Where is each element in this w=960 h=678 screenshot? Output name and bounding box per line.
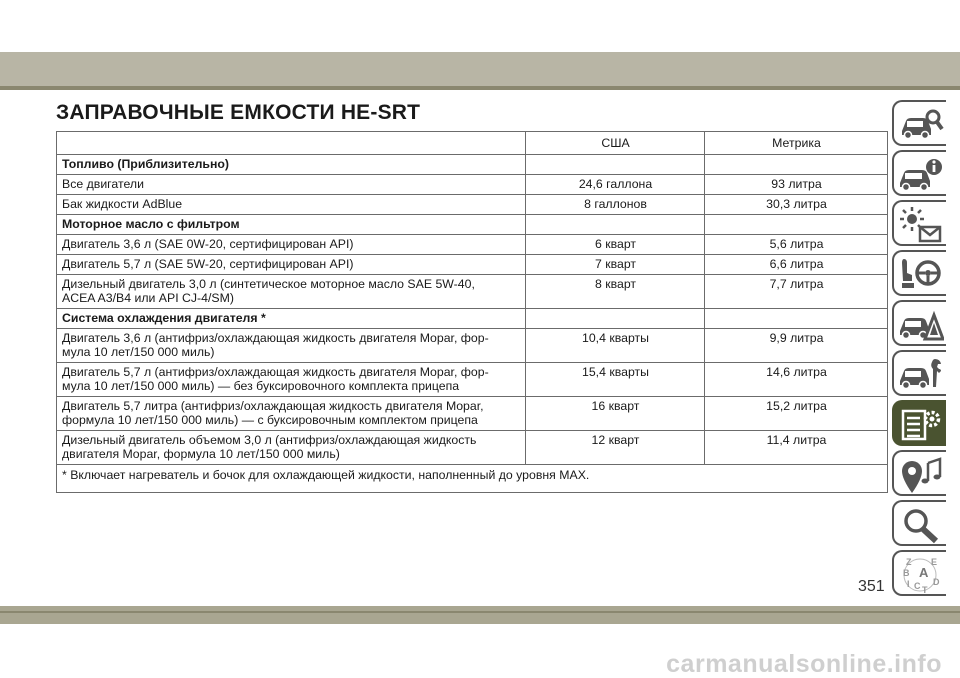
row-label: Моторное масло с фильтром <box>57 215 526 235</box>
table-row <box>57 175 888 195</box>
tab-safety[interactable] <box>892 250 946 296</box>
row-label: Все двигатели <box>57 175 526 195</box>
search-magnifier-icon <box>898 505 944 545</box>
row-metric-value: 93 литра <box>705 175 888 195</box>
warning-light-message-icon <box>898 205 944 245</box>
table-section-row <box>57 309 888 329</box>
header-cell-usa: США <box>526 132 705 155</box>
row-usa-value: 16 кварт <box>526 397 705 431</box>
row-metric-value <box>705 215 888 235</box>
row-label: Двигатель 3,6 л (SAE 0W-20, сертифицирован API) <box>57 235 526 255</box>
seat-airbag-steering-icon <box>898 255 944 295</box>
row-label: Бак жидкости AdBlue <box>57 195 526 215</box>
tab-technical-specifications[interactable] <box>892 400 946 446</box>
table-section-row <box>57 215 888 235</box>
svg-text:B: B <box>903 568 910 578</box>
bottom-band-divider <box>0 611 960 613</box>
row-usa-value: 8 кварт <box>526 275 705 309</box>
header-cell-metric: Метрика <box>705 132 888 155</box>
tab-multimedia[interactable] <box>892 450 946 496</box>
row-usa-value: 24,6 галлона <box>526 175 705 195</box>
row-usa-value: 6 кварт <box>526 235 705 255</box>
row-label: Дизельный двигатель объемом 3,0 л (антифриз/охлаждающая жидкость двигателя Mopar, формула 10 лет/150 000 миль) <box>57 431 526 465</box>
table-row <box>57 195 888 215</box>
table-section-row <box>57 155 888 175</box>
row-usa-value: 15,4 кварты <box>526 363 705 397</box>
row-label: Двигатель 3,6 л (антифриз/охлаждающая жидкость двигателя Mopar, фор- мула 10 лет/150 000 миль) <box>57 329 526 363</box>
table-row <box>57 329 888 363</box>
multimedia-music-icon <box>898 455 944 495</box>
page-title: ЗАПРАВОЧНЫЕ ЕМКОСТИ HE-SRT <box>56 101 421 124</box>
table-row <box>57 363 888 397</box>
top-band-divider <box>0 86 960 90</box>
row-usa-value: 7 кварт <box>526 255 705 275</box>
svg-text:T: T <box>922 585 928 595</box>
car-info-icon <box>898 155 944 195</box>
car-warning-triangle-icon <box>898 305 944 345</box>
top-decorative-band <box>0 52 960 86</box>
specifications-gear-icon <box>898 405 944 445</box>
table-row <box>57 397 888 431</box>
tab-vehicle-features[interactable] <box>892 150 946 196</box>
table-header-row <box>57 132 888 155</box>
svg-text:E: E <box>931 557 938 567</box>
row-metric-value: 11,4 литра <box>705 431 888 465</box>
row-usa-value <box>526 309 705 329</box>
svg-text:C: C <box>914 581 921 591</box>
tab-getting-to-know-vehicle[interactable] <box>892 100 946 146</box>
row-metric-value <box>705 309 888 329</box>
svg-text:D: D <box>933 577 940 587</box>
row-metric-value: 9,9 литра <box>705 329 888 363</box>
car-magnifier-icon <box>898 105 944 145</box>
row-usa-value: 12 кварт <box>526 431 705 465</box>
row-label: Двигатель 5,7 л (SAE 5W-20, сертифицирован API) <box>57 255 526 275</box>
table-footnote: * Включает нагреватель и бочок для охлаждающей жидкости, наполненный до уровня MAX. <box>57 465 888 493</box>
row-metric-value: 5,6 литра <box>705 235 888 255</box>
row-metric-value: 30,3 литра <box>705 195 888 215</box>
row-metric-value: 6,6 литра <box>705 255 888 275</box>
row-metric-value <box>705 155 888 175</box>
table-row <box>57 235 888 255</box>
tab-index[interactable] <box>892 550 946 596</box>
table-footnote-row <box>57 465 888 493</box>
row-metric-value: 14,6 литра <box>705 363 888 397</box>
tab-in-case-of-emergency[interactable] <box>892 350 946 396</box>
table-row <box>57 431 888 465</box>
row-label: Двигатель 5,7 л (антифриз/охлаждающая жидкость двигателя Mopar, фор- мула 10 лет/150 000 миль) — без буксировочного комплекта прицепа <box>57 363 526 397</box>
car-wrench-icon <box>898 355 944 395</box>
row-usa-value <box>526 215 705 235</box>
row-usa-value: 10,4 кварты <box>526 329 705 363</box>
row-label: Дизельный двигатель 3,0 л (синтетическое моторное масло SAE 5W-40, ACEA A3/B4 или API CJ-4/SM) <box>57 275 526 309</box>
tab-customer-assistance[interactable] <box>892 500 946 546</box>
row-usa-value <box>526 155 705 175</box>
row-metric-value: 15,2 литра <box>705 397 888 431</box>
row-label: Двигатель 5,7 литра (антифриз/охлаждающая жидкость двигателя Mopar, формула 10 лет/150 000 миль) — с буксировочным комплектом прицепа <box>57 397 526 431</box>
row-label: Система охлаждения двигателя * <box>57 309 526 329</box>
capacities-table <box>56 131 888 493</box>
alphabetical-index-icon <box>898 555 944 595</box>
watermark: carmanualsonline.info <box>666 650 942 678</box>
bottom-decorative-band <box>0 606 960 624</box>
svg-text:I: I <box>907 579 910 589</box>
row-usa-value: 8 галлонов <box>526 195 705 215</box>
row-metric-value: 7,7 литра <box>705 275 888 309</box>
svg-text:A: A <box>919 565 929 580</box>
table-row <box>57 275 888 309</box>
table-row <box>57 255 888 275</box>
svg-text:Z: Z <box>906 557 912 567</box>
header-cell-label <box>57 132 526 155</box>
tab-starting-operating[interactable] <box>892 300 946 346</box>
tab-instrument-cluster[interactable] <box>892 200 946 246</box>
page-number: 351 <box>858 578 885 595</box>
row-label: Топливо (Приблизительно) <box>57 155 526 175</box>
